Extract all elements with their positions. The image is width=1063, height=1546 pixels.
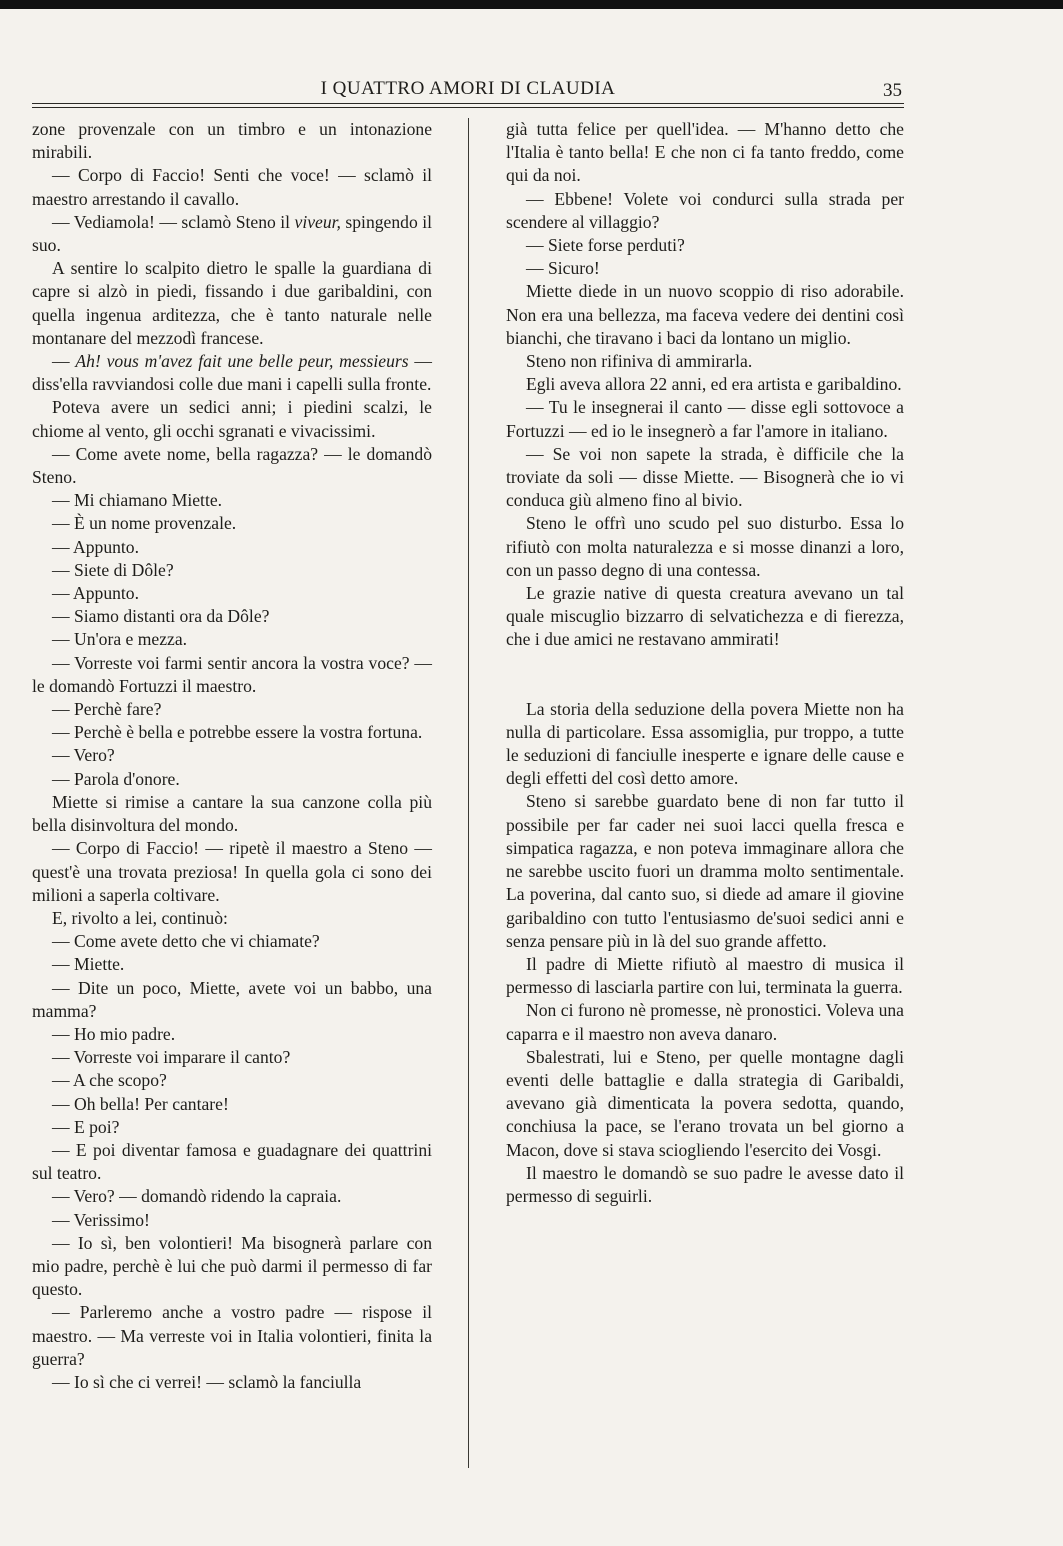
paragraph-text: — Come avete nome, bella ragazza? — le domandò Steno. (32, 443, 432, 488)
paragraph (32, 698, 432, 721)
paragraph (32, 837, 432, 907)
paragraph-text: — Come avete detto che vi chiamate? (52, 931, 320, 952)
paragraph-text: — Vorreste voi farmi sentir ancora la vostra voce? — le domandò Fortuzzi il maestro. (32, 652, 432, 696)
paragraph (506, 234, 904, 257)
paragraph-text: — Oh bella! Per cantare! (52, 1093, 229, 1114)
paragraph (32, 1069, 432, 1092)
paragraph-text: — È un nome provenzale. (52, 513, 237, 534)
paragraph (32, 605, 432, 628)
paragraph (506, 512, 904, 582)
paragraph (32, 930, 432, 953)
left-column (32, 118, 432, 1394)
paragraph-text: Non ci furono nè promesse, nè pronostici. Voleva una caparra e il maestro non aveva danaro. (506, 1000, 904, 1044)
right-column (506, 118, 904, 1208)
paragraph (506, 350, 904, 373)
paragraph (32, 536, 432, 559)
paragraph (506, 582, 904, 652)
paragraph (32, 768, 432, 791)
book-page (32, 74, 904, 1392)
paragraph (32, 443, 432, 489)
paragraph (32, 744, 432, 767)
paragraph-text: — Parola d'onore. (52, 768, 180, 789)
header-rule (32, 103, 904, 104)
paragraph (32, 1209, 432, 1232)
paragraph-text: Le grazie native di questa creatura avevano un tal quale miscuglio bizzarro di selvatichezza e di fierezza, che i due amici ne restavano ammirati! (506, 583, 904, 650)
paragraph (32, 652, 432, 698)
paragraph-text: — Corpo di Faccio! Senti che voce! — sclamò il maestro arrestando il cavallo. (32, 165, 432, 209)
paragraph (32, 559, 432, 582)
header-rule-thin (32, 107, 904, 108)
paragraph-text: Il padre di Miette rifiutò al maestro di musica il permesso di lasciarla partire con lui, terminata la guerra. (506, 953, 904, 998)
section-break (506, 652, 904, 698)
paragraph (506, 188, 904, 234)
paragraph-text: Egli aveva allora 22 anni, ed era artista e garibaldino. (526, 374, 902, 395)
paragraph (32, 257, 432, 350)
paragraph (32, 1232, 432, 1302)
paragraph-text: — Ebbene! Volete voi condurci sulla strada per scendere al villaggio? (506, 188, 904, 232)
paragraph-text: Il maestro le domandò se suo padre le avesse dato il permesso di seguirli. (506, 1162, 904, 1206)
paragraph (506, 443, 904, 513)
paragraph-text: Steno si sarebbe guardato bene di non far tutto il possibile per far cader nei suoi lacci quella fresca e simpatica ragazza, e non poteva immaginare allora che ne sarebbe uscito fuori un dramma molto sentimentale. La poverina, dal canto suo, si diede ad amare il giovine garibaldino con tutto l'entusiasmo de'suoi sedici anni e senza pensare più in là del suo grande affetto. (506, 791, 904, 951)
paragraph-text: — Siamo distanti ora da Dôle? (52, 606, 270, 627)
paragraph (506, 1162, 904, 1208)
paragraph (506, 953, 904, 999)
paragraph-text: — Siete forse perduti? (526, 235, 685, 256)
paragraph (32, 1116, 432, 1139)
paragraph (506, 790, 904, 952)
paragraph-text: — Ho mio padre. (52, 1023, 176, 1044)
paragraph-text: Miette diede in un nuovo scoppio di riso adorabile. Non era una bellezza, ma faceva vedere dei dentini così bianchi, che tiravano i baci da lontano un miglio. (506, 281, 904, 348)
paragraph (506, 396, 904, 442)
paragraph-text: — Sicuro! (526, 258, 600, 279)
page-header (32, 74, 904, 104)
paragraph-text: — Un'ora e mezza. (52, 629, 188, 650)
paragraph-text: — E poi diventar famosa e guadagnare dei quattrini sul teatro. (32, 1139, 432, 1184)
paragraph-text: — (52, 351, 76, 372)
paragraph-text: — Perchè fare? (52, 699, 162, 720)
paragraph-text: La storia della seduzione della povera Miette non ha nulla di particolare. Essa assomiglia, pur troppo, a tutte le seduzioni di fanciulle inesperte e ignare delle cause e degli effetti del così detto amore. (506, 698, 904, 789)
paragraph-text: — Vediamola! — sclamò Steno il (52, 211, 295, 232)
paragraph (32, 582, 432, 605)
paragraph (32, 721, 432, 744)
paragraph (32, 1371, 432, 1394)
paragraph (32, 1301, 432, 1371)
paragraph (32, 1139, 432, 1185)
paragraph (32, 350, 432, 396)
page-top-edge (0, 0, 1063, 9)
paragraph (506, 698, 904, 791)
paragraph (506, 280, 904, 350)
paragraph (32, 977, 432, 1023)
paragraph (506, 257, 904, 280)
paragraph (506, 373, 904, 396)
paragraph-text: — Io sì che ci verrei! — sclamò la fanciulla (52, 1371, 362, 1392)
paragraph-text: — Mi chiamano Miette. (52, 490, 223, 511)
paragraph-text: Miette si rimise a cantare la sua canzone colla più bella disinvoltura del mondo. (32, 791, 432, 836)
paragraph (32, 953, 432, 976)
paragraph (32, 164, 432, 210)
paragraph-text: Sbalestrati, lui e Steno, per quelle montagne dagli eventi delle battaglie e dalla strategia di Garibaldi, avevano già dimenticata la povera sedotta, quando, conchiusa la pace, se l'erano trovata un bel giorno a Macon, dove si stava sciogliendo l'esercito dei Vosgi. (506, 1046, 904, 1160)
paragraph (32, 211, 432, 257)
paragraph (32, 396, 432, 442)
paragraph-text: E, rivolto a lei, continuò: (52, 907, 228, 928)
paragraph-text: — Vorreste voi imparare il canto? (52, 1047, 291, 1068)
paragraph-text: A sentire lo scalpito dietro le spalle la guardiana di capre si alzò in piedi, fissando i due garibaldini, con quella ingenua arditezza, che è tanto naturale nelle montanare del mezzodì francese. (32, 258, 432, 348)
paragraph-text: — Verissimo! (52, 1209, 150, 1230)
paragraph (32, 791, 432, 837)
paragraph-text: spingendo il suo. (32, 211, 432, 256)
paragraph-text: — Vero? (52, 745, 115, 766)
paragraph (32, 118, 432, 164)
paragraph (506, 1046, 904, 1162)
paragraph-text: — Se voi non sapete la strada, è difficile che la troviate da soli — disse Miette. — Bisognerà che io vi conduca giù almeno fino al bivio. (506, 443, 904, 511)
paragraph-text: — Siete di Dôle? (52, 559, 174, 580)
paragraph-text: Steno non rifiniva di ammirarla. (526, 351, 753, 372)
paragraph-text: — Appunto. (52, 583, 139, 604)
paragraph (32, 1093, 432, 1116)
paragraph-text: — Tu le insegnerai il canto — disse egli sottovoce a Fortuzzi — ed io le insegnerò a far l'amore in italiano. (506, 397, 904, 441)
paragraph-text: — Vero? — domandò ridendo la capraia. (52, 1186, 342, 1207)
paragraph (32, 489, 432, 512)
paragraph-text: — Perchè è bella e potrebbe essere la vostra fortuna. (52, 722, 423, 743)
paragraph-text: — A che scopo? (52, 1070, 167, 1091)
running-title: I QUATTRO AMORI DI CLAUDIA (320, 78, 616, 99)
page-number: 35 (883, 80, 902, 101)
paragraph-text: Steno le offrì uno scudo pel suo disturbo. Essa lo rifiutò con molta naturalezza e si mosse dinanzi a loro, con un passo degno di una contessa. (506, 513, 904, 580)
paragraph-text: — Dite un poco, Miette, avete voi un babbo, una mamma? (32, 977, 432, 1021)
paragraph (32, 1185, 432, 1208)
paragraph-text: — Miette. (52, 954, 125, 975)
paragraph-text: Poteva avere un sedici anni; i piedini scalzi, le chiome al vento, gli occhi sgranati e vivacissimi. (32, 397, 432, 441)
paragraph (506, 118, 904, 188)
paragraph-text: — Io sì, ben volontieri! Ma bisognerà parlare con mio padre, perchè è lui che può darmi il permesso di far questo. (32, 1232, 432, 1300)
italic-text: Ah! vous m'avez fait une belle peur, messieurs (75, 351, 409, 372)
paragraph-text: — Appunto. (52, 536, 139, 557)
paragraph (506, 999, 904, 1045)
paragraph-text: — Parleremo anche a vostro padre — rispose il maestro. — Ma verreste voi in Italia volontieri, finita la guerra? (32, 1302, 432, 1369)
italic-text: viveur, (294, 211, 341, 232)
paragraph (32, 1046, 432, 1069)
paragraph-text: — diss'ella ravviandosi colle due mani i capelli sulla fronte. (32, 351, 432, 395)
paragraph (32, 512, 432, 535)
paragraph (32, 907, 432, 930)
paragraph-text: — E poi? (52, 1116, 120, 1137)
paragraph-text: zone provenzale con un timbro e un intonazione mirabili. (32, 119, 432, 163)
paragraph-text: — Corpo di Faccio! — ripetè il maestro a Steno — quest'è una trovata preziosa! In quella gola ci sono dei milioni a saperla coltivare. (32, 838, 432, 905)
column-divider (468, 118, 469, 1468)
paragraph-text: già tutta felice per quell'idea. — M'hanno detto che l'Italia è tanto bella! E che non ci fa tanto freddo, come qui da noi. (506, 119, 904, 186)
paragraph (32, 628, 432, 651)
paragraph (32, 1023, 432, 1046)
